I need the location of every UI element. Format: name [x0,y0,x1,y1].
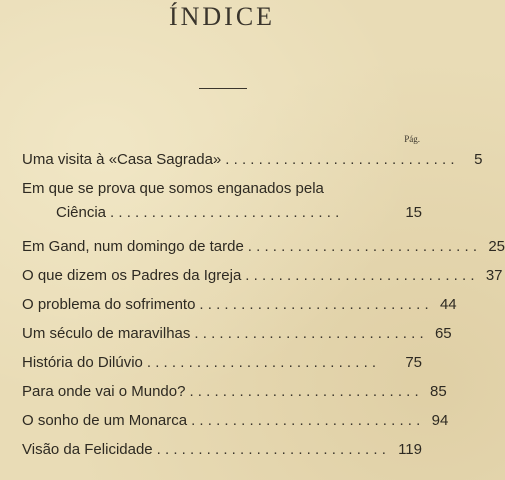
toc-entry [22,409,449,438]
toc-entry-title: Uma visita à «Casa Sagrada» [22,151,222,168]
toc-entry [22,322,452,351]
toc-entry [22,380,447,409]
dot-leader: . . . . . . . . . . . . . . . . . . . . . . . . . . . . [156,441,386,458]
toc-entry-title-line1: Em que se prova que somos enganados pela [22,180,324,197]
toc-entry [22,438,422,467]
toc-entry-page: 37 [485,267,503,284]
toc-entry [22,235,505,264]
toc-entry [22,351,422,380]
dot-leader: . . . . . . . . . . . . . . . . . . . . . . . . . . . . [191,412,421,429]
toc-entry-title: Um século de maravilhas [22,325,191,342]
toc-entry [22,177,422,235]
toc-entry [22,293,457,322]
toc-entry-page: 15 [405,204,422,221]
toc-entry [22,264,503,293]
toc-entry-page: 85 [429,383,447,400]
toc-entry-page: 65 [434,325,452,342]
toc-entry-title: História do Dilúvio [22,354,143,371]
toc-entry-title: Para onde vai o Mundo? [22,383,186,400]
dot-leader: . . . . . . . . . . . . . . . . . . . . . . . . . . . . [225,151,455,168]
toc-entry-title: O problema do sofrimento [22,296,196,313]
page-column-label: Pág. [404,134,420,144]
toc-entry [22,148,483,177]
toc-entry-title: O sonho de um Monarca [22,412,188,429]
dot-leader: . . . . . . . . . . . . . . . . . . . . . . . . . . . . [199,296,429,313]
toc-entry-page: 5 [474,151,483,168]
toc-entry-page: 119 [398,441,422,458]
toc-entry-page: 44 [439,296,457,313]
toc-entry-title: O que dizem os Padres da Igreja [22,267,242,284]
toc-entry-title-line2: Ciência [56,204,107,221]
toc-entry-title: Em Gand, num domingo de tarde [22,238,244,255]
dot-leader: . . . . . . . . . . . . . . . . . . . . . . . . . . . . [245,267,475,284]
dot-leader: . . . . . . . . . . . . . . . . . . . . . . . . . . . . [247,238,478,255]
toc-entry-page: 75 [405,354,422,371]
dot-leader: . . . . . . . . . . . . . . . . . . . . . . . . . . . . [194,325,424,342]
toc-list [22,148,505,467]
page-title: ÍNDICE [168,2,276,31]
dot-leader: . . . . . . . . . . . . . . . . . . . . . . . . . . . . [110,204,340,221]
title-divider [199,88,247,89]
dot-leader: . . . . . . . . . . . . . . . . . . . . . . . . . . . . [189,383,419,400]
toc-entry-page: 25 [488,238,505,255]
dot-leader: . . . . . . . . . . . . . . . . . . . . . . . . . . . . [146,354,377,371]
toc-entry-page: 94 [431,412,449,429]
toc-entry-title: Visão da Felicidade [22,441,153,458]
